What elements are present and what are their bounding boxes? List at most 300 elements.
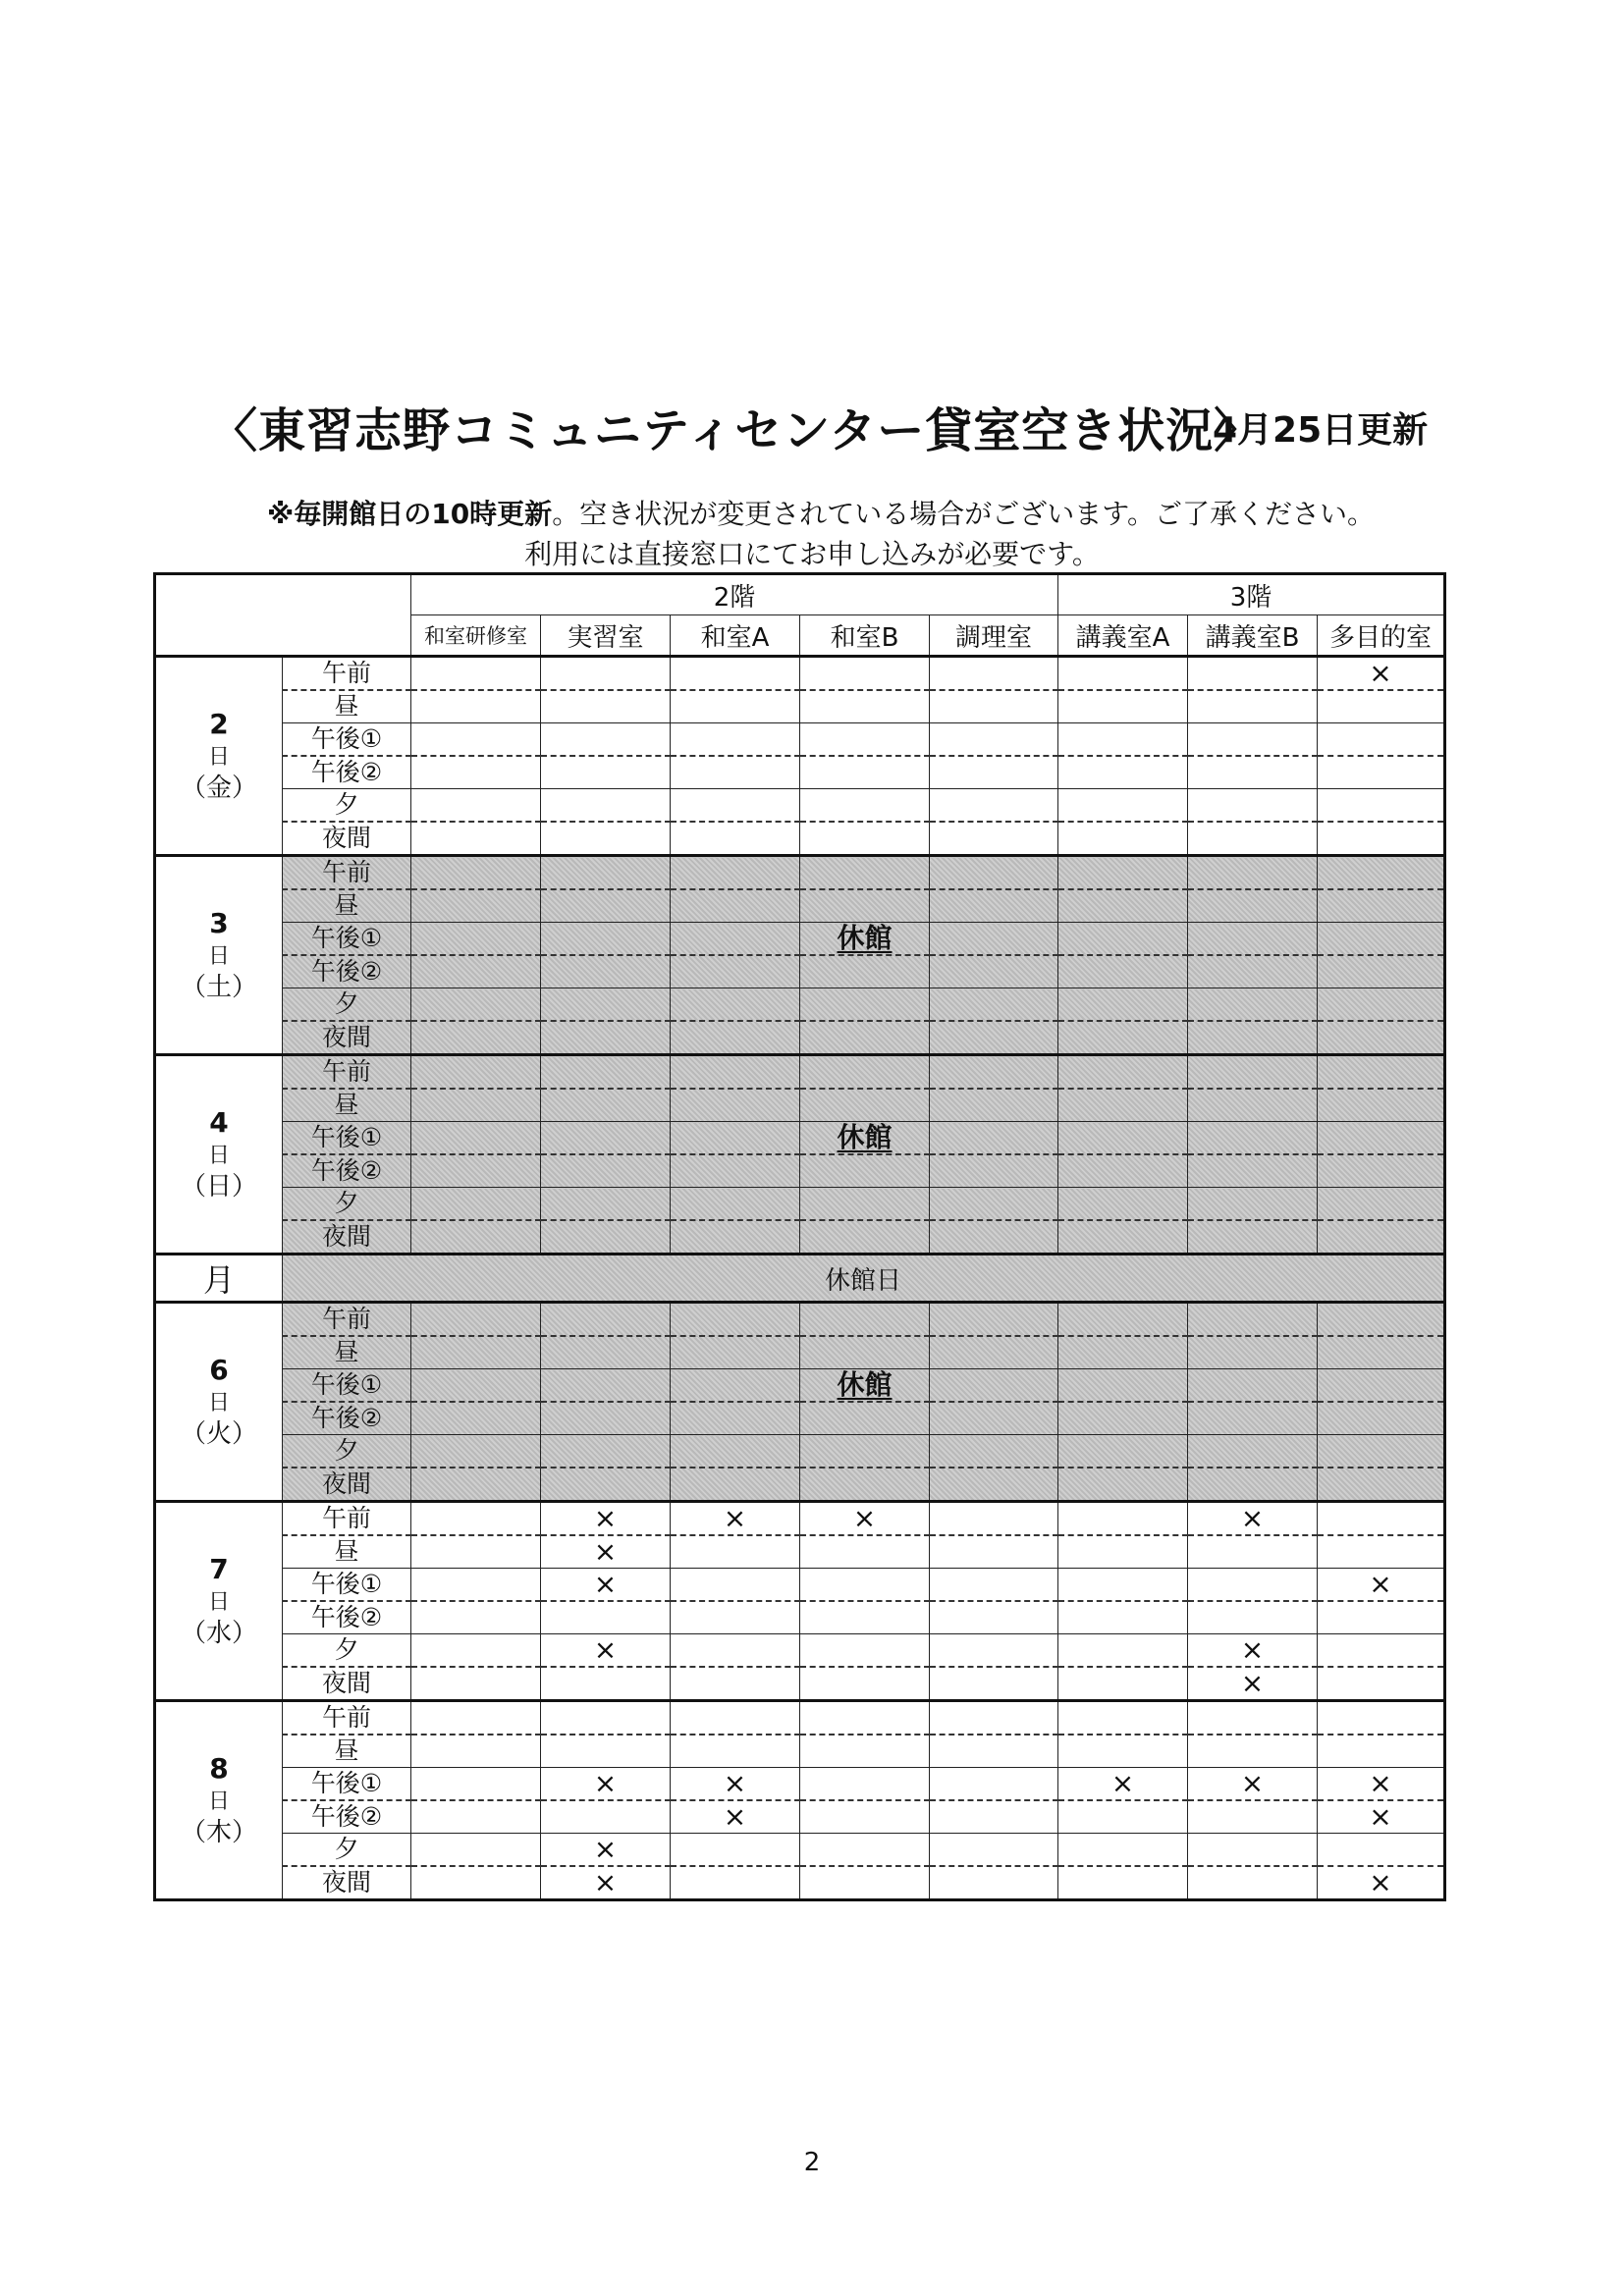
availability-cell bbox=[541, 1768, 671, 1801]
slot-label: 昼 bbox=[283, 1336, 411, 1369]
availability-cell bbox=[800, 955, 930, 988]
slot-label: 午後① bbox=[283, 923, 411, 956]
availability-cell bbox=[671, 1089, 800, 1122]
table-corner bbox=[155, 574, 411, 657]
availability-cell bbox=[541, 1154, 671, 1188]
availability-cell bbox=[541, 1601, 671, 1634]
availability-cell bbox=[1318, 1866, 1445, 1900]
closed-label: 休館 bbox=[837, 922, 893, 954]
availability-cell bbox=[411, 1154, 541, 1188]
availability-cell bbox=[671, 1601, 800, 1634]
slot-label: 午後① bbox=[283, 1122, 411, 1155]
day-suffix: 日 bbox=[207, 1589, 230, 1615]
availability-cell bbox=[541, 1089, 671, 1122]
availability-cell bbox=[671, 955, 800, 988]
slot-row bbox=[155, 923, 1445, 956]
availability-cell bbox=[1058, 756, 1188, 789]
availability-cell bbox=[671, 1055, 800, 1090]
availability-cell bbox=[671, 756, 800, 789]
availability-cell bbox=[1318, 1055, 1445, 1090]
availability-cell bbox=[411, 1667, 541, 1701]
availability-cell bbox=[1188, 1502, 1318, 1536]
slot-row bbox=[155, 1220, 1445, 1255]
slot-row bbox=[155, 1122, 1445, 1155]
availability-cell bbox=[1188, 1089, 1318, 1122]
booked-mark: × bbox=[593, 1568, 618, 1600]
availability-cell bbox=[411, 1055, 541, 1090]
booked-mark: × bbox=[593, 1535, 618, 1568]
availability-cell bbox=[1188, 1122, 1318, 1155]
notice-bold: ※毎開館日の10時更新 bbox=[267, 498, 553, 530]
day-cell bbox=[155, 1701, 283, 1900]
slot-label: 昼 bbox=[283, 1535, 411, 1569]
availability-cell bbox=[1318, 1402, 1445, 1435]
day-number: 6 bbox=[209, 1353, 229, 1386]
availability-cell bbox=[930, 1188, 1058, 1221]
availability-cell bbox=[541, 1122, 671, 1155]
availability-cell bbox=[671, 1634, 800, 1668]
availability-cell bbox=[1188, 1154, 1318, 1188]
availability-cell bbox=[411, 1336, 541, 1369]
availability-cell bbox=[1058, 657, 1188, 691]
availability-cell bbox=[1058, 723, 1188, 757]
availability-cell bbox=[411, 1502, 541, 1536]
slot-label: 午後① bbox=[283, 1768, 411, 1801]
month-closed-text: 休館日 bbox=[283, 1255, 1445, 1303]
availability-cell bbox=[1318, 1089, 1445, 1122]
availability-cell bbox=[800, 1866, 930, 1900]
availability-cell bbox=[411, 856, 541, 890]
availability-cell bbox=[671, 1369, 800, 1403]
slot-label: 午後① bbox=[283, 1569, 411, 1602]
availability-cell bbox=[411, 988, 541, 1022]
availability-cell bbox=[541, 822, 671, 856]
slot-label: 夕 bbox=[283, 1634, 411, 1668]
availability-cell bbox=[1188, 889, 1318, 923]
availability-cell bbox=[671, 1800, 800, 1834]
availability-cell bbox=[800, 1667, 930, 1701]
slot-row bbox=[155, 1402, 1445, 1435]
availability-cell bbox=[800, 889, 930, 923]
availability-cell bbox=[671, 1188, 800, 1221]
availability-cell bbox=[930, 1601, 1058, 1634]
availability-cell bbox=[1188, 1336, 1318, 1369]
availability-cell bbox=[671, 1122, 800, 1155]
availability-cell bbox=[1188, 1667, 1318, 1701]
availability-cell bbox=[541, 1303, 671, 1337]
availability-cell bbox=[541, 988, 671, 1022]
floor-header: 3階 bbox=[1058, 574, 1445, 615]
availability-cell bbox=[1318, 690, 1445, 723]
availability-cell bbox=[671, 1569, 800, 1602]
availability-cell bbox=[1318, 1336, 1445, 1369]
availability-cell bbox=[541, 789, 671, 823]
availability-cell bbox=[541, 889, 671, 923]
slot-row bbox=[155, 822, 1445, 856]
weekday: （水） bbox=[180, 1619, 257, 1649]
slot-row bbox=[155, 1468, 1445, 1502]
availability-cell bbox=[541, 1336, 671, 1369]
availability-cell bbox=[541, 690, 671, 723]
availability-cell bbox=[930, 1220, 1058, 1255]
slot-label: 午前 bbox=[283, 1303, 411, 1337]
availability-cell bbox=[930, 1834, 1058, 1867]
slot-row bbox=[155, 1535, 1445, 1569]
availability-cell bbox=[930, 1336, 1058, 1369]
slot-label: 午後① bbox=[283, 1369, 411, 1403]
availability-cell bbox=[541, 1188, 671, 1221]
availability-cell bbox=[541, 1435, 671, 1468]
weekday: （土） bbox=[180, 973, 257, 1003]
availability-cell bbox=[1318, 756, 1445, 789]
availability-cell bbox=[1188, 1303, 1318, 1337]
availability-cell bbox=[930, 1089, 1058, 1122]
availability-cell bbox=[1058, 1800, 1188, 1834]
floor-header: 2階 bbox=[411, 574, 1058, 615]
availability-cell bbox=[930, 657, 1058, 691]
availability-cell bbox=[800, 1154, 930, 1188]
availability-cell bbox=[1058, 1634, 1188, 1668]
availability-cell bbox=[541, 657, 671, 691]
availability-cell bbox=[671, 1021, 800, 1055]
slot-label: 午前 bbox=[283, 1701, 411, 1735]
room-header: 実習室 bbox=[541, 615, 671, 657]
availability-cell bbox=[671, 1768, 800, 1801]
availability-cell bbox=[1058, 856, 1188, 890]
availability-cell bbox=[1318, 1220, 1445, 1255]
room-header: 調理室 bbox=[930, 615, 1058, 657]
availability-cell bbox=[541, 1834, 671, 1867]
availability-cell bbox=[1058, 889, 1188, 923]
day-cell bbox=[155, 856, 283, 1055]
availability-cell bbox=[800, 789, 930, 823]
slot-label: 夜間 bbox=[283, 822, 411, 856]
availability-cell bbox=[800, 1021, 930, 1055]
slot-row bbox=[155, 1055, 1445, 1090]
availability-cell bbox=[800, 1055, 930, 1090]
availability-cell bbox=[541, 955, 671, 988]
booked-mark: × bbox=[1240, 1667, 1265, 1699]
availability-cell bbox=[800, 723, 930, 757]
availability-cell bbox=[1318, 789, 1445, 823]
slot-row bbox=[155, 856, 1445, 890]
availability-cell bbox=[930, 756, 1058, 789]
slot-label: 午後② bbox=[283, 756, 411, 789]
availability-cell bbox=[1318, 1569, 1445, 1602]
slot-row bbox=[155, 1502, 1445, 1536]
availability-cell bbox=[800, 1502, 930, 1536]
availability-cell bbox=[671, 1435, 800, 1468]
slot-label: 夕 bbox=[283, 988, 411, 1022]
availability-cell bbox=[541, 723, 671, 757]
availability-cell bbox=[1188, 923, 1318, 956]
availability-cell bbox=[411, 889, 541, 923]
availability-cell bbox=[930, 1866, 1058, 1900]
availability-cell bbox=[1188, 1468, 1318, 1502]
availability-cell bbox=[800, 988, 930, 1022]
availability-cell bbox=[800, 1122, 930, 1155]
weekday: （火） bbox=[180, 1419, 257, 1450]
availability-cell bbox=[671, 1220, 800, 1255]
availability-cell bbox=[930, 1634, 1058, 1668]
slot-label: 午前 bbox=[283, 1055, 411, 1090]
availability-cell bbox=[1318, 1021, 1445, 1055]
availability-cell bbox=[800, 1468, 930, 1502]
room-header: 和室A bbox=[671, 615, 800, 657]
availability-cell bbox=[1058, 1701, 1188, 1735]
slot-label: 午後② bbox=[283, 1154, 411, 1188]
availability-cell bbox=[800, 1800, 930, 1834]
booked-mark: × bbox=[1240, 1633, 1265, 1666]
availability-cell bbox=[1058, 1834, 1188, 1867]
availability-cell bbox=[1058, 1569, 1188, 1602]
slot-row bbox=[155, 1667, 1445, 1701]
slot-row bbox=[155, 1735, 1445, 1768]
availability-cell bbox=[930, 723, 1058, 757]
slot-row bbox=[155, 1188, 1445, 1221]
availability-cell bbox=[1188, 1634, 1318, 1668]
availability-cell bbox=[1318, 1800, 1445, 1834]
availability-cell bbox=[411, 1800, 541, 1834]
availability-cell bbox=[930, 1055, 1058, 1090]
slot-row bbox=[155, 1569, 1445, 1602]
slot-row bbox=[155, 1634, 1445, 1668]
availability-cell bbox=[411, 1089, 541, 1122]
availability-cell bbox=[1318, 657, 1445, 691]
availability-cell bbox=[671, 1468, 800, 1502]
day-suffix: 日 bbox=[207, 943, 230, 969]
availability-cell bbox=[1058, 1435, 1188, 1468]
availability-cell bbox=[930, 690, 1058, 723]
availability-cell bbox=[1318, 1188, 1445, 1221]
availability-cell bbox=[411, 1634, 541, 1668]
slot-row bbox=[155, 1800, 1445, 1834]
availability-cell bbox=[411, 1435, 541, 1468]
availability-cell bbox=[1188, 1701, 1318, 1735]
availability-cell bbox=[671, 690, 800, 723]
availability-cell bbox=[1058, 1055, 1188, 1090]
availability-cell bbox=[1318, 1369, 1445, 1403]
availability-cell bbox=[541, 756, 671, 789]
slot-row bbox=[155, 1154, 1445, 1188]
booked-mark: × bbox=[1369, 1866, 1392, 1898]
booked-mark: × bbox=[593, 1833, 618, 1865]
availability-cell bbox=[541, 1220, 671, 1255]
availability-cell bbox=[1058, 690, 1188, 723]
availability-cell bbox=[1188, 789, 1318, 823]
slot-label: 昼 bbox=[283, 1735, 411, 1768]
slot-label: 午後② bbox=[283, 955, 411, 988]
availability-cell bbox=[411, 822, 541, 856]
availability-cell bbox=[411, 1468, 541, 1502]
slot-row bbox=[155, 723, 1445, 757]
availability-cell bbox=[411, 1369, 541, 1403]
availability-cell bbox=[1058, 1768, 1188, 1801]
availability-cell bbox=[541, 1369, 671, 1403]
availability-cell bbox=[800, 1735, 930, 1768]
availability-cell bbox=[1058, 988, 1188, 1022]
availability-cell bbox=[1188, 1220, 1318, 1255]
availability-cell bbox=[800, 1535, 930, 1569]
slot-label: 昼 bbox=[283, 889, 411, 923]
slot-row bbox=[155, 1336, 1445, 1369]
availability-cell bbox=[930, 789, 1058, 823]
availability-cell bbox=[411, 1701, 541, 1735]
availability-cell bbox=[1058, 1021, 1188, 1055]
availability-cell bbox=[1318, 1768, 1445, 1801]
availability-cell bbox=[671, 1154, 800, 1188]
availability-cell bbox=[1318, 1502, 1445, 1536]
availability-cell bbox=[1058, 1188, 1188, 1221]
availability-cell bbox=[541, 856, 671, 890]
availability-cell bbox=[671, 723, 800, 757]
availability-cell bbox=[800, 1435, 930, 1468]
notice-line-1 bbox=[267, 493, 1375, 532]
availability-cell bbox=[800, 1188, 930, 1221]
slot-label: 夕 bbox=[283, 1188, 411, 1221]
availability-cell bbox=[1058, 1535, 1188, 1569]
slot-label: 午後② bbox=[283, 1601, 411, 1634]
day-number: 3 bbox=[209, 906, 229, 939]
availability-cell bbox=[1058, 1735, 1188, 1768]
availability-cell bbox=[930, 1402, 1058, 1435]
booked-mark: × bbox=[723, 1767, 747, 1799]
availability-cell bbox=[1318, 1122, 1445, 1155]
weekday: （日） bbox=[180, 1172, 257, 1202]
availability-cell bbox=[671, 1303, 800, 1337]
availability-cell bbox=[671, 1402, 800, 1435]
availability-cell bbox=[1318, 1435, 1445, 1468]
booked-mark: × bbox=[593, 1767, 618, 1799]
availability-cell bbox=[930, 1800, 1058, 1834]
availability-cell bbox=[1318, 923, 1445, 956]
slot-row bbox=[155, 1866, 1445, 1900]
availability-cell bbox=[1188, 723, 1318, 757]
page-title: 〈東習志野コミュニティセンター貸室空き状況〉 bbox=[210, 403, 1263, 458]
month-label: 月 bbox=[155, 1255, 283, 1303]
availability-cell bbox=[541, 1735, 671, 1768]
day-suffix: 日 bbox=[207, 1143, 230, 1168]
availability-cell bbox=[930, 988, 1058, 1022]
availability-cell bbox=[930, 1369, 1058, 1403]
availability-cell bbox=[1188, 690, 1318, 723]
availability-cell bbox=[671, 1667, 800, 1701]
availability-cell bbox=[671, 822, 800, 856]
availability-cell bbox=[930, 1154, 1058, 1188]
availability-cell bbox=[1318, 1667, 1445, 1701]
availability-cell bbox=[800, 1601, 930, 1634]
availability-cell bbox=[1058, 1502, 1188, 1536]
availability-cell bbox=[800, 1701, 930, 1735]
availability-cell bbox=[671, 1336, 800, 1369]
availability-cell bbox=[930, 1569, 1058, 1602]
availability-cell bbox=[1318, 1154, 1445, 1188]
availability-cell bbox=[930, 1021, 1058, 1055]
availability-cell bbox=[930, 1122, 1058, 1155]
slot-row bbox=[155, 657, 1445, 691]
slot-row bbox=[155, 1021, 1445, 1055]
availability-cell bbox=[411, 1866, 541, 1900]
availability-cell bbox=[800, 856, 930, 890]
availability-cell bbox=[930, 923, 1058, 956]
slot-row bbox=[155, 1834, 1445, 1867]
availability-cell bbox=[411, 789, 541, 823]
room-header: 多目的室 bbox=[1318, 615, 1445, 657]
availability-cell bbox=[411, 1735, 541, 1768]
availability-cell bbox=[411, 1220, 541, 1255]
availability-cell bbox=[671, 889, 800, 923]
availability-cell bbox=[1188, 822, 1318, 856]
availability-cell bbox=[800, 1336, 930, 1369]
availability-cell bbox=[800, 1768, 930, 1801]
availability-cell bbox=[800, 690, 930, 723]
weekday: （木） bbox=[180, 1818, 257, 1848]
availability-cell bbox=[1058, 923, 1188, 956]
availability-cell bbox=[411, 1601, 541, 1634]
slot-label: 夜間 bbox=[283, 1468, 411, 1502]
availability-cell bbox=[541, 1402, 671, 1435]
availability-cell bbox=[1188, 955, 1318, 988]
booked-mark: × bbox=[723, 1502, 747, 1534]
availability-cell bbox=[1318, 1535, 1445, 1569]
availability-cell bbox=[411, 1768, 541, 1801]
day-cell bbox=[155, 1055, 283, 1255]
availability-cell bbox=[1188, 1866, 1318, 1900]
availability-cell bbox=[1058, 1369, 1188, 1403]
booked-mark: × bbox=[1240, 1502, 1265, 1534]
day-number: 7 bbox=[209, 1552, 229, 1585]
slot-label: 昼 bbox=[283, 690, 411, 723]
slot-row bbox=[155, 1369, 1445, 1403]
availability-cell bbox=[411, 690, 541, 723]
availability-cell bbox=[411, 1834, 541, 1867]
availability-cell bbox=[671, 923, 800, 956]
slot-label: 午後② bbox=[283, 1402, 411, 1435]
slot-label: 午後② bbox=[283, 1800, 411, 1834]
availability-cell bbox=[1318, 1601, 1445, 1634]
availability-cell bbox=[411, 723, 541, 757]
availability-cell bbox=[541, 1502, 671, 1536]
availability-cell bbox=[1058, 955, 1188, 988]
availability-cell bbox=[1318, 1834, 1445, 1867]
booked-mark: × bbox=[1240, 1767, 1265, 1799]
room-header: 和室B bbox=[800, 615, 930, 657]
slot-row bbox=[155, 1768, 1445, 1801]
slot-row bbox=[155, 1303, 1445, 1337]
booked-mark: × bbox=[593, 1502, 618, 1534]
availability-cell bbox=[541, 1569, 671, 1602]
day-cell bbox=[155, 1303, 283, 1502]
availability-cell bbox=[411, 955, 541, 988]
availability-cell bbox=[1318, 955, 1445, 988]
availability-cell bbox=[1058, 1089, 1188, 1122]
notice-line-2: 利用には直接窓口にてお申し込みが必要です。 bbox=[524, 538, 1100, 570]
availability-cell bbox=[1188, 1188, 1318, 1221]
availability-cell bbox=[541, 1468, 671, 1502]
availability-cell bbox=[541, 1667, 671, 1701]
availability-cell bbox=[1318, 1468, 1445, 1502]
room-header: 和室研修室 bbox=[411, 615, 541, 657]
availability-cell bbox=[671, 1834, 800, 1867]
availability-cell bbox=[930, 889, 1058, 923]
availability-cell bbox=[1058, 1866, 1188, 1900]
availability-cell bbox=[1188, 1402, 1318, 1435]
availability-cell bbox=[411, 923, 541, 956]
availability-cell bbox=[541, 1800, 671, 1834]
booked-mark: × bbox=[1369, 1767, 1392, 1799]
availability-cell bbox=[800, 1402, 930, 1435]
availability-cell bbox=[930, 1667, 1058, 1701]
